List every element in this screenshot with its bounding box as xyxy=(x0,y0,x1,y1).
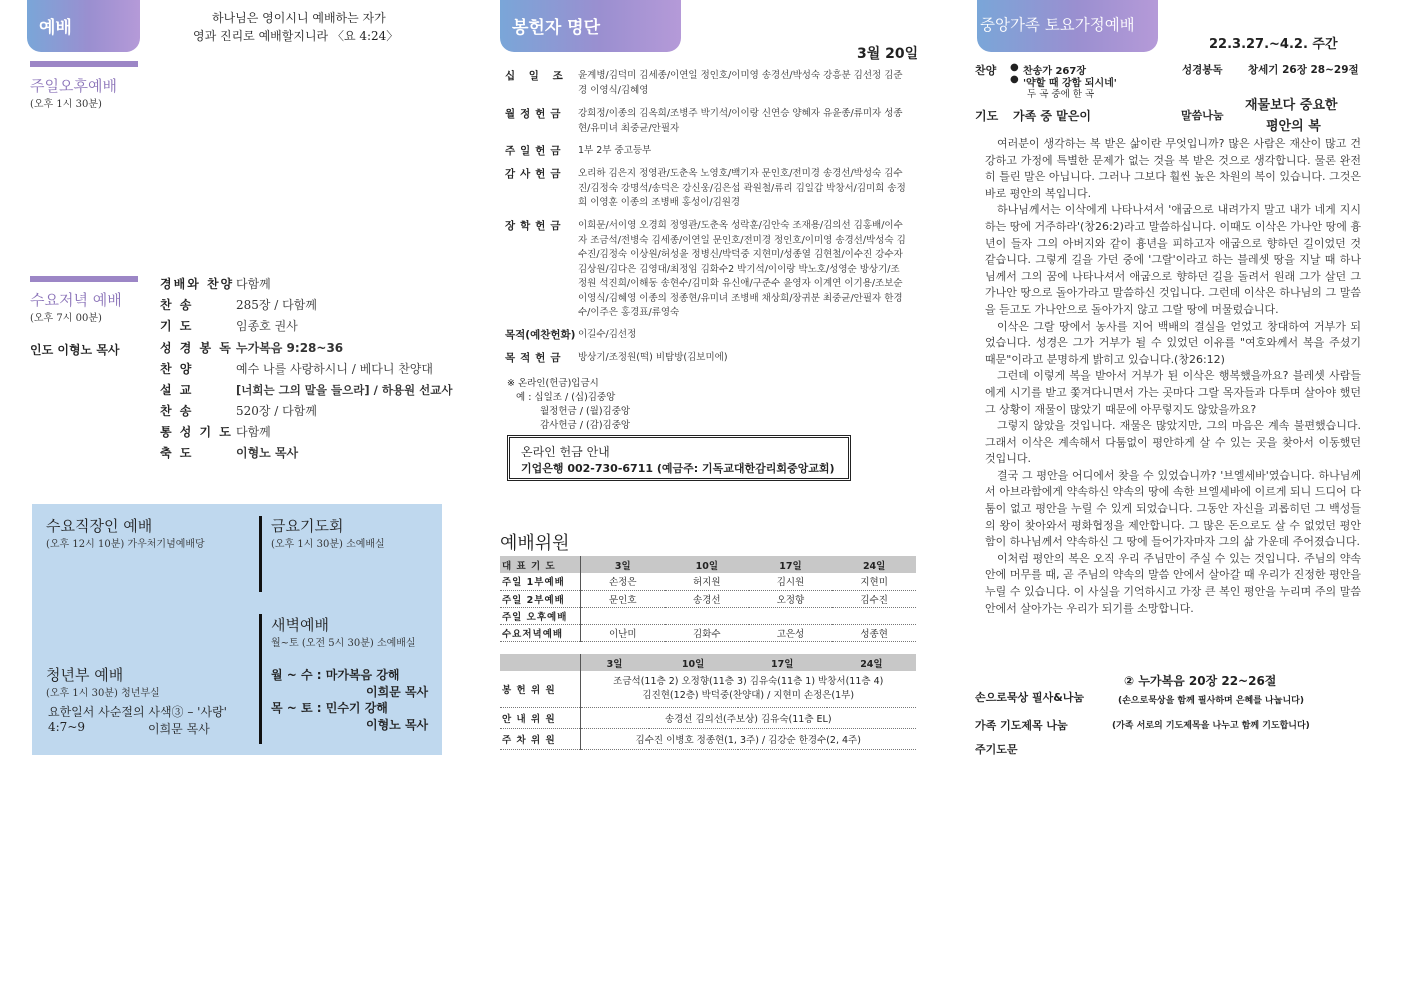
table-row xyxy=(500,607,916,624)
table-cell xyxy=(832,607,916,624)
family-prayer-note: (가족 서로의 기도제목을 나누고 함께 기도합니다) xyxy=(1112,721,1310,731)
table-cell: 봉 헌 위 원 xyxy=(500,671,580,707)
table-cell: 송경선 김의선(주보상) 김유숙(11층 EL) xyxy=(580,707,916,728)
sunday-pm-time: (오후 1시 30분) xyxy=(30,99,102,110)
youth-worship-title: 청년부 예배 xyxy=(46,666,124,684)
offerers-header-tab xyxy=(500,0,681,52)
table-header-cell: 17일 xyxy=(749,556,833,573)
message-label: 말씀나눔 xyxy=(1181,109,1224,122)
table-cell: 김시원 xyxy=(749,573,833,590)
table-cell: 고은성 xyxy=(749,624,833,641)
table-cell xyxy=(665,607,749,624)
wednesday-bar xyxy=(30,276,138,282)
hymn-bullet-2: ● xyxy=(1010,74,1019,85)
online-note-line-3: 월정헌금 / (월)김중앙 xyxy=(540,406,631,417)
message-paragraph: 그렇지 않았을 것입니다. 재물은 많았지만, 그의 마음은 계속 불편했습니다. 그래서 이삭은 계속해서 다툼없이 평안하게 살 수 있는 곳을 찾아서 이동했던 것입니다. xyxy=(985,419,1361,466)
offering-row: 목적(예찬헌화) 이길수/김선정 xyxy=(505,329,637,341)
table-cell xyxy=(580,607,665,624)
youth-sermon-verse: 4:7~9 xyxy=(48,720,86,734)
order-row: 경배와 찬양 다함께 xyxy=(160,277,271,291)
online-note-line-4: 감사헌금 / (감)김중앙 xyxy=(540,420,631,431)
youth-preacher: 이희문 목사 xyxy=(148,722,210,736)
hymn-bullet-1: ● xyxy=(1010,62,1019,73)
table-header-cell: 대 표 기 도 xyxy=(500,556,580,573)
message-paragraph: 그런데 이렇게 복을 받아서 거부가 된 이삭은 행복했을까요? 블레셋 사람들에게 시기를 받고 쫓겨다니면서 가는 곳마다 그랄 목자들과 다투며 살아야 했던 그 상황이 재물이 많았기 때문에 아무렇지도 않았을까요? xyxy=(985,369,1361,416)
wednesday-time: (오후 7시 00분) xyxy=(30,313,102,324)
family-worship-period: 22.3.27.~4.2. 주간 xyxy=(1209,37,1338,52)
table-row xyxy=(500,707,916,728)
table-cell: 오정향 xyxy=(749,590,833,607)
prayer-leader: 가족 중 맡은이 xyxy=(1013,109,1091,123)
table-cell: 주일 1부예배 xyxy=(500,573,580,590)
prayer-label: 기도 xyxy=(975,109,999,123)
table-cell: 지현미 xyxy=(832,573,916,590)
order-row: 기 도 임종호 권사 xyxy=(160,319,298,333)
table-cell: 수요저녁예배 xyxy=(500,624,580,641)
message-paragraph: 하나님께서는 이삭에게 나타나셔서 '애굽으로 내려가지 말고 내가 네게 지시하는 땅에 거주하라'(창26:2)라고 말씀하십니다. 이때도 이삭은 가나안 땅에 흉년이 들자 그의 아버지와 같이 흉년을 피하고자 애굽으로 향하던 길이었던 것 같습니다. 그렇게 길을 가던 중에 '그랄'이라고 하는 블레셋 땅을 지날 때 하나님께서 그의 꿈에 나타나셔서 애굽으로 향하던 길을 돌려서 원래 그가 살던 그 가나안 땅으로 돌아가라고 말씀하신 것입니다. 그런데 이삭은 하나님의 그 말씀을 듣고도 가나안으로 돌아가지 않고 그랄 땅에 머물렀습니다. xyxy=(985,203,1361,316)
dawn-worship-time: 월~토 (오전 5시 30분) 소예배실 xyxy=(271,638,416,649)
table-header-cell: 17일 xyxy=(738,654,827,671)
dawn-mon-wed-preacher: 이희문 목사 xyxy=(366,685,429,699)
verse-line-2: 영과 진리로 예배할지니라 〈요 4:24〉 xyxy=(193,29,399,43)
youth-sermon-text: 요한일서 사순절의 사색③ – '사랑' xyxy=(48,705,227,719)
offerers-header-label: 봉헌자 명단 xyxy=(512,18,601,38)
hymn-line-3: 두 곡 중에 한 곡 xyxy=(1027,89,1095,100)
table-header-cell: 24일 xyxy=(832,556,916,573)
friday-prayer-time: (오후 1시 30분) 소예배실 xyxy=(271,539,385,550)
table-header-row xyxy=(500,654,916,671)
order-row: 축 도 이형노 목사 xyxy=(160,446,299,460)
dawn-thu-sat-preacher: 이형노 목사 xyxy=(366,718,429,732)
table-row xyxy=(500,590,916,607)
lords-prayer: 주기도문 xyxy=(975,743,1018,756)
family-worship-header-tab xyxy=(977,0,1158,52)
online-note-line-1: ※ 온라인(헌금)입금시 xyxy=(507,378,599,389)
hymn-label: 찬양 xyxy=(975,64,997,77)
message-paragraph: 여러분이 생각하는 복 받은 삶이란 무엇입니까? 많은 사람은 재산이 많고 건강하고 가정에 특별한 문제가 없는 것을 복 받은 것으로 생각합니다. 물론 완전히 틀린 말은 아닙니다. 그러나 그보다 훨씬 높은 차원의 복이 있습니다. 그것은 바로 평안의 복입니다. xyxy=(985,137,1361,200)
order-row: 찬 양 예수 나를 사랑하시니 / 베다니 찬양대 xyxy=(160,362,433,376)
table-header-row xyxy=(500,556,916,573)
scripture-ref: 창세기 26장 28~29절 xyxy=(1248,64,1359,76)
dawn-thu-sat: 목 ~ 토 : 민수기 강해 xyxy=(271,701,388,715)
table-cell: 송경선 xyxy=(665,590,749,607)
table-row xyxy=(500,573,916,590)
offering-date: 3월 20일 xyxy=(857,46,919,62)
office-worship-time: (오후 12시 10분) 가우처기념예배당 xyxy=(46,539,205,550)
table-row xyxy=(500,624,916,641)
handwriting-passage: ② 누가복음 20장 22~26절 xyxy=(1124,674,1277,688)
table-cell: 김수진 이병호 정종현(1, 3주) / 김강순 한경수(2, 4주) xyxy=(580,728,916,749)
offering-row: 월정헌금 강희정/이종의 김옥희/조병주 박기석/이이랑 신연승 양혜자 유윤종/류미자 성종현/유미녀 최중균/안필자 xyxy=(505,108,903,134)
dawn-worship-title: 새벽예배 xyxy=(271,616,329,634)
online-note-line-2: 예 : 십일조 / (십)김중앙 xyxy=(516,392,616,403)
message-paragraph: 이삭은 그랄 땅에서 농사를 지어 백배의 결실을 얻었고 창대하여 거부가 되었습니다. 성경은 그가 거부가 될 수 있었던 이유를 "여호와께서 복을 주셨기 때문"이라고 분명하게 밝히고 있습니다.(창26:12) xyxy=(985,319,1361,366)
message-paragraph: 결국 그 평안을 어디에서 찾을 수 있었습니까? '브엘세바'였습니다. 하나님께서 아브라함에게 약속하신 약속의 땅에 속한 브엘세바에 이르게 되니 드디어 다툼이 없고 평안을 누릴 수 있게 되었습니다. 그동안 자신을 괴롭히던 그 백성들의 왕이 찾아와서 평화협정을 제안합니다. 그 많은 돈으로도 살 수 없었던 평안함이 하나님께서 약속하신 그 땅에 들어가자마자 그의 삶 가운데 주어졌습니다. xyxy=(985,468,1361,549)
table-cell: 주일 오후예배 xyxy=(500,607,580,624)
table-cell: 손정은 xyxy=(580,573,665,590)
table-header-cell: 10일 xyxy=(665,556,749,573)
youth-worship-time: (오후 1시 30분) 청년부실 xyxy=(46,688,160,699)
bank-info-account: 기업은행 002-730-6711 (예금주: 기독교대한감리회중앙교회) xyxy=(521,462,835,475)
message-paragraph: 이처럼 평안의 복은 오직 우리 주님만이 주실 수 있는 것입니다. 주님의 약속 안에 머무를 때, 곧 주님의 약속의 말씀 안에서 살아갈 때 우리가 진정한 평안을 누릴 수 있습니다. 이 사실을 기억하시고 가장 큰 복인 평안을 누리며 주의 말씀 안에서 살아가는 우리가 되기를 소망합니다. xyxy=(985,551,1361,615)
message-body xyxy=(985,136,1361,617)
table-row xyxy=(500,671,916,707)
table-cell: 주일 2부예배 xyxy=(500,590,580,607)
handwriting-label: 손으로묵상 필사&나눔 xyxy=(975,691,1085,704)
table-header-cell: 3일 xyxy=(580,556,665,573)
table-cell: 성종현 xyxy=(832,624,916,641)
wednesday-leader: 인도 이형노 목사 xyxy=(30,343,120,357)
offering-row: 장학헌금 이희문/서이영 오경희 정영관/도춘옥 성락훈/김안숙 조재용/김의선 김홍배/이수자 조금석/전병숙 김세종/이연일 문인호/전미경 정인호/이미영 송경선/박성숙 김수진/김정숙 이상원/허성윤 정병신/박덕중 지현미/성종열 김현철/이수진 강수자 김상원/김다은 김영대/최정임 김화수2 박기석/이이랑 박노호/성영순 방상기/조정원 석진희/이해동 송현수/김미화 유신애/구준수 윤영자 이계연 이기용/조보순 이영식/김혜영 이종의 정종현/유미녀 조병배 채상희/장귀분 최중균/안필자 한경수/이주은 홍경표/류영숙 xyxy=(505,220,906,318)
prayer-table xyxy=(500,556,916,642)
family-prayer-label: 가족 기도제목 나눔 xyxy=(975,719,1068,732)
table-cell: 안 내 위 원 xyxy=(500,707,580,728)
table-cell: 허지원 xyxy=(665,573,749,590)
hymn-line-1: 찬송가 267장 xyxy=(1023,66,1086,77)
message-title-2: 평안의 복 xyxy=(1266,119,1321,134)
offering-committee-line-1: 조금석(11층 2) 오정향(11층 3) 김유숙(11층 1) 박창서(11층 4) xyxy=(613,675,884,687)
order-row: 찬 송 285장 / 다함께 xyxy=(160,298,317,312)
table-cell: 김수진 xyxy=(832,590,916,607)
table-cell xyxy=(580,671,916,707)
scripture-label: 성경봉독 xyxy=(1182,64,1223,76)
committee-title: 예배위원 xyxy=(500,533,570,554)
table-cell: 문인호 xyxy=(580,590,665,607)
table-cell: 김화수 xyxy=(665,624,749,641)
table-cell: 이난미 xyxy=(580,624,665,641)
offering-row: 감사헌금 오리하 김은지 정영관/도춘옥 노영호/백기자 문인호/전미경 송경선/박성숙 김수진/김정숙 강명석/송덕은 강신웅/김은섭 곽원철/류리 김일갑 박창서/김미희 송정희 이영훈 이종의 조병배 홍성이/김원경 xyxy=(505,168,906,208)
order-row: 찬 송 520장 / 다함께 xyxy=(160,404,317,418)
table-header-cell xyxy=(500,654,580,671)
offering-committee-line-2: 김진현(12층) 박덕중(찬양대) / 지현미 손정은(1부) xyxy=(642,689,855,701)
volunteers-table xyxy=(500,654,916,750)
box-divider-right xyxy=(259,614,262,744)
order-row: 성 경 봉 독 누가복음 9:28~36 xyxy=(160,341,344,355)
worship-header-label: 예배 xyxy=(39,18,72,38)
table-header-cell: 24일 xyxy=(827,654,916,671)
box-divider-left xyxy=(259,516,262,592)
offering-row: 십 일 조 윤계병/김덕미 김세종/이연일 정인호/이미영 송경선/박성숙 강흥분 김선정 김준경 이영식/김혜영 xyxy=(505,70,903,96)
table-header-cell: 3일 xyxy=(580,654,649,671)
family-worship-header-label: 중앙가족 토요가정예배 xyxy=(980,16,1135,34)
friday-prayer-title: 금요기도회 xyxy=(271,517,344,535)
table-row xyxy=(500,728,916,749)
order-row: 설 교 [너희는 그의 말을 들으라] / 하용원 선교사 xyxy=(160,383,453,397)
handwriting-note: (손으로묵상을 함께 필사하며 은혜를 나눕니다) xyxy=(1118,696,1304,706)
hymn-line-2: '약할 때 강함 되시네' xyxy=(1023,78,1117,89)
offering-row: 목적헌금 방상기/조정원(떡) 비탐방(김보미에) xyxy=(505,352,728,364)
table-header-cell: 10일 xyxy=(649,654,738,671)
offering-row: 주일헌금 1부 2부 중고등부 xyxy=(505,145,652,157)
worship-header-underline xyxy=(30,61,138,67)
office-worship-title: 수요직장인 예배 xyxy=(46,517,153,535)
verse-line-1: 하나님은 영이시니 예배하는 자가 xyxy=(212,11,386,25)
sunday-pm-title: 주일오후예배 xyxy=(30,77,117,95)
dawn-mon-wed: 월 ~ 수 : 마가복음 강해 xyxy=(271,668,400,682)
wednesday-title: 수요저녁 예배 xyxy=(30,291,122,309)
worship-header-tab xyxy=(27,0,140,52)
order-row: 통 성 기 도 다함께 xyxy=(160,425,271,439)
table-cell xyxy=(749,607,833,624)
bank-info-title: 온라인 헌금 안내 xyxy=(521,445,610,459)
message-title-1: 재물보다 중요한 xyxy=(1245,98,1338,113)
table-cell: 주 차 위 원 xyxy=(500,728,580,749)
